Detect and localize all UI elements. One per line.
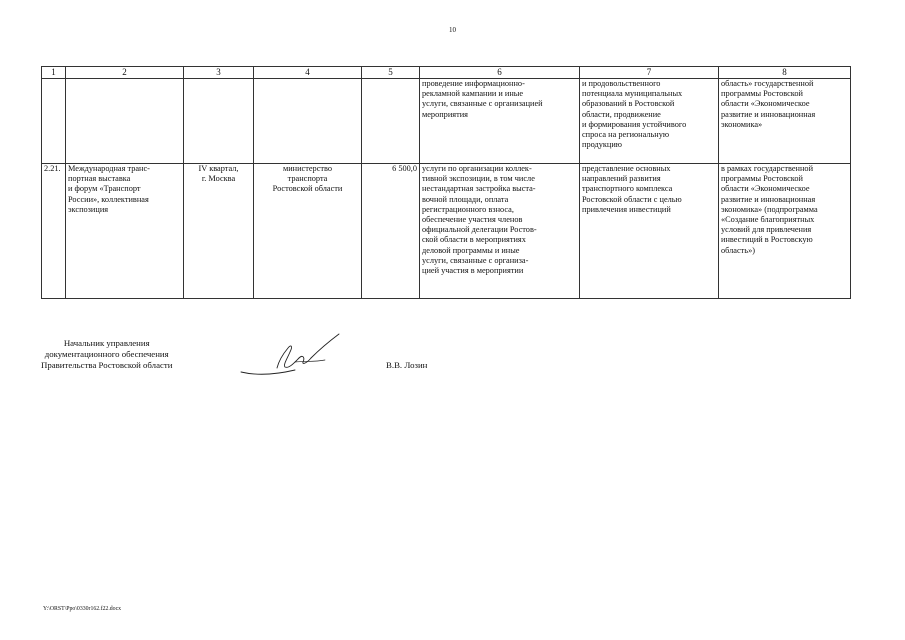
header-cell: 6 <box>420 67 580 79</box>
executor-cell: министерство транспорта Ростовской области <box>254 164 362 299</box>
table-cell <box>42 79 66 164</box>
goal-cell: представление основных направлений развития транспортного комплекса Ростовской области с целью привлечения инвестиций <box>580 164 719 299</box>
file-path: Y:\ORST\Ppo\0330r162.f22.docx <box>43 606 122 612</box>
table-cell <box>362 79 420 164</box>
table-row-continuation <box>42 79 851 164</box>
header-cell: 8 <box>719 67 851 79</box>
table-row-2-21 <box>42 164 851 299</box>
program-cell: в рамках государственной программы Ростовской области «Экономическое развитие и инновационная экономика» (подпрограмма «Создание благоприятных условий для привлечения инвестиций в Ростовскую область») <box>719 164 851 299</box>
header-cell: 7 <box>580 67 719 79</box>
services-cell: услуги по организации коллек- тивной экспозиции, в том числе нестандартная застройка выста- вочной площади, оплата регистрационного взноса, обеспечение участия членов официальной делегации Ростов- ской области в мероприятиях деловой программы и иные услуги, связанные с организа- цией участия в мероприятии <box>420 164 580 299</box>
program-cell: область» государственной программы Ростовской области «Экономическое развитие и инновационная экономика» <box>719 79 851 164</box>
period-cell: IV квартал, г. Москва <box>184 164 254 299</box>
table-cell <box>254 79 362 164</box>
header-cell: 2 <box>66 67 184 79</box>
amount-cell: 6 500,0 <box>362 164 420 299</box>
signatory-name: В.В. Лозин <box>386 360 428 370</box>
header-cell: 4 <box>254 67 362 79</box>
header-row <box>42 67 851 79</box>
header-cell: 1 <box>42 67 66 79</box>
handwritten-signature <box>233 332 353 382</box>
table-cell <box>66 79 184 164</box>
row-number-cell: 2.21. <box>42 164 66 299</box>
header-cell: 3 <box>184 67 254 79</box>
event-cell: Международная транс- портная выставка и форум «Транспорт России», коллективная экспозиция <box>66 164 184 299</box>
page-number: 10 <box>449 26 456 34</box>
services-cell: проведение информационно- рекламной кампании и иные услуги, связанные с организацией мероприятия <box>420 79 580 164</box>
events-table <box>41 66 851 299</box>
table-cell <box>184 79 254 164</box>
header-cell: 5 <box>362 67 420 79</box>
goal-cell: и продовольственного потенциала муниципальных образований в Ростовской области, продвижение и формирования устойчивого спроса на региональную продукцию <box>580 79 719 164</box>
signatory-position: Начальник управления документационного обеспечения Правительства Ростовской области <box>41 338 173 370</box>
